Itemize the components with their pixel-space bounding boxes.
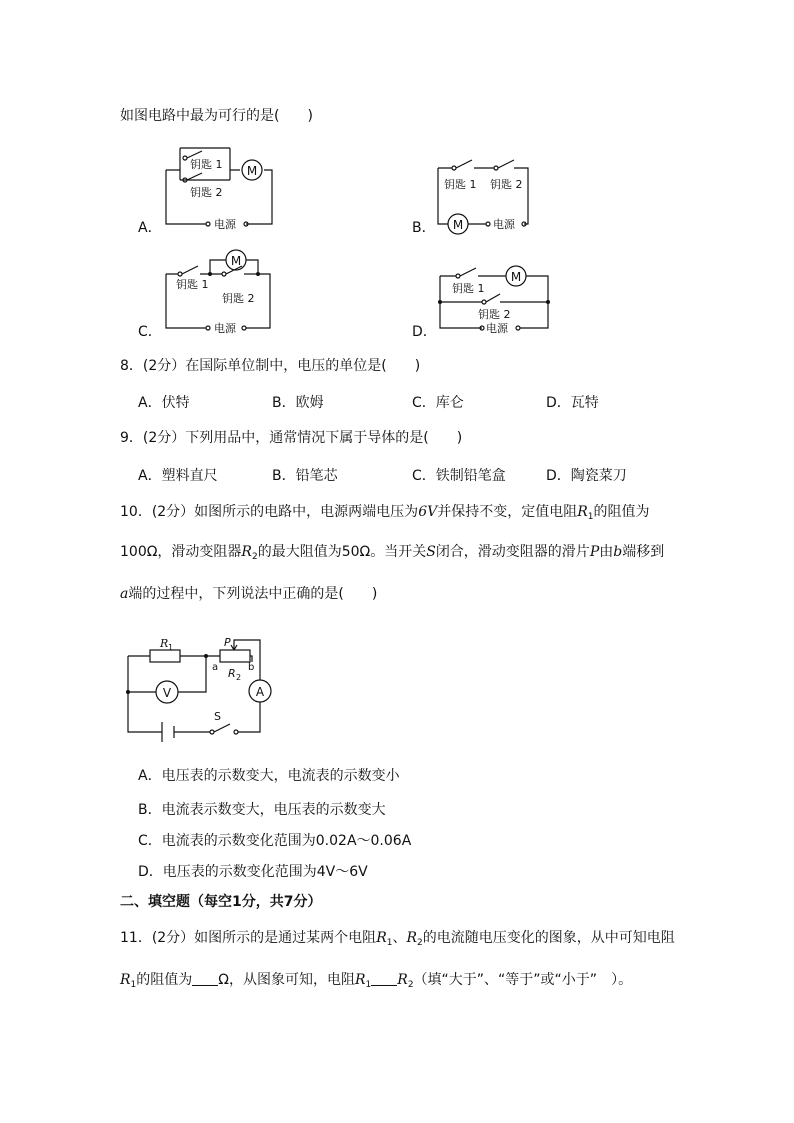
- q11-r2-symbol: R: [397, 972, 408, 988]
- q7-option-b: B．: [412, 220, 436, 236]
- motor-label-c: M: [230, 254, 242, 268]
- q11-r1-sub: 1: [386, 938, 393, 948]
- q11-stem-line1: [120, 928, 675, 953]
- power-label-b: 电源: [493, 218, 515, 231]
- q10-option-c: C．电流表的示数变化范围为0.02A～0.06A: [138, 833, 412, 849]
- q11-stem-line2: [120, 970, 632, 995]
- q10-text: 并保持不变，定值电阻: [437, 504, 578, 520]
- q10-a-symbol: a: [120, 586, 129, 602]
- key1-label: 钥匙 1: [190, 158, 223, 171]
- q11-r1-symbol: R: [354, 972, 366, 988]
- q7-option-a: A．: [138, 220, 162, 236]
- circuit-c-diagram: [162, 250, 282, 340]
- q11-r-sub: 1: [130, 980, 137, 990]
- q10-s-symbol: S: [426, 544, 436, 560]
- key2-label: 钥匙 2: [190, 186, 223, 199]
- q11-blank-2[interactable]: [371, 971, 397, 986]
- motor-label-b: M: [452, 218, 464, 232]
- q7-option-c: C．: [138, 324, 162, 340]
- q10-r2-sub: 2: [251, 552, 258, 562]
- q8-option-a: A．伏特: [138, 395, 190, 411]
- q10-circuit-diagram: [126, 636, 276, 746]
- q10-option-d: D．电压表的示数变化范围为4V～6V: [138, 864, 368, 880]
- q8-option-c: C．库仑: [412, 395, 464, 411]
- q10-stem-line1: [120, 502, 650, 527]
- q11-text: （填“大于”、“等于”或“小于” ）。: [413, 972, 633, 988]
- fig-p-label: P: [224, 636, 231, 649]
- q10-text: 10．(2分）如图所示的电路中，电源两端电压为: [120, 504, 419, 520]
- key1-label-c: 钥匙 1: [176, 278, 209, 291]
- key2-label-c: 钥匙 2: [222, 292, 255, 305]
- q7-stem: 如图电路中最为可行的是( ): [120, 108, 313, 124]
- q11-blank-1[interactable]: [192, 971, 218, 986]
- power-label: 电源: [214, 218, 236, 231]
- q10-p-symbol: P: [589, 544, 600, 560]
- q9-option-b: B．铅笔芯: [272, 468, 338, 484]
- q11-text: 11．(2分）如图所示的是通过某两个电阻: [120, 930, 377, 946]
- q10-text: 的最大阻值为50Ω。当开关: [257, 544, 427, 560]
- q7-option-d: D．: [412, 324, 437, 340]
- key1-label-d: 钥匙 1: [452, 282, 485, 295]
- q11-r2-sub: 2: [417, 938, 423, 948]
- q11-text: 、: [392, 930, 407, 946]
- q9-option-c: C．铁制铅笔盒: [412, 468, 506, 484]
- power-label-c: 电源: [214, 322, 236, 335]
- circuit-b-diagram: [438, 158, 548, 238]
- circuit-d-diagram: [438, 262, 553, 342]
- fig-r2-sub: 2: [236, 673, 242, 682]
- key2-label-b: 钥匙 2: [490, 178, 523, 191]
- fig-s-label: S: [214, 710, 221, 723]
- q8-option-d: D．瓦特: [546, 395, 599, 411]
- q10-text: 100Ω，滑动变阻器: [120, 544, 242, 560]
- q10-text: 端移到: [622, 544, 665, 560]
- q11-text: 的阻值为: [136, 972, 193, 988]
- fig-a-label: a: [212, 662, 219, 673]
- q10-option-a: A．电压表的示数变大，电流表的示数变小: [138, 768, 400, 784]
- q10-option-b: B．电流表示数变大，电压表的示数变大: [138, 802, 386, 818]
- q10-r1-symbol: R: [577, 504, 588, 520]
- fig-b-label: b: [248, 662, 255, 673]
- motor-label: M: [246, 164, 258, 178]
- q10-text: 端的过程中，下列说法中正确的是( ): [128, 586, 378, 602]
- q10-text: 的阻值为: [593, 504, 650, 520]
- q9-option-a: A．塑料直尺: [138, 468, 218, 484]
- fig-r1-label: R: [160, 637, 169, 650]
- q9-stem: 9．(2分）下列用品中，通常情况下属于导体的是( ): [120, 430, 463, 446]
- q9-option-d: D．陶瓷菜刀: [546, 468, 627, 484]
- q10-stem-line2: [120, 542, 664, 567]
- voltmeter-label: V: [162, 686, 172, 700]
- q8-option-b: B．欧姆: [272, 395, 324, 411]
- q11-r1-sub: 1: [365, 980, 372, 990]
- q11-text: Ω，从图象可知，电阻: [218, 972, 355, 988]
- q10-text: 闭合，滑动变阻器的滑片: [435, 544, 590, 560]
- section-heading: 二、填空题（每空1分，共7分）: [120, 894, 322, 910]
- q11-text: 的电流随电压变化的图象，从中可知电阻: [422, 930, 675, 946]
- q8-stem: 8．(2分）在国际单位制中，电压的单位是( ): [120, 358, 421, 374]
- circuit-a-diagram: [160, 148, 290, 238]
- q11-r1-symbol: R: [376, 930, 387, 946]
- q10-text: 由: [599, 544, 614, 560]
- q11-r-symbol: R: [120, 972, 131, 988]
- q11-r2-sub: 2: [407, 980, 414, 990]
- q10-r2-symbol: R: [241, 544, 252, 560]
- power-label-d: 电源: [486, 322, 508, 335]
- ammeter-label: A: [255, 685, 265, 699]
- motor-label-d: M: [510, 270, 522, 284]
- q11-r2-symbol: R: [406, 930, 418, 946]
- q10-stem-line3: [120, 584, 377, 604]
- key2-label-d: 钥匙 2: [478, 308, 511, 321]
- q10-b-symbol: b: [613, 544, 623, 560]
- fig-r1-sub: 1: [168, 643, 174, 652]
- key1-label-b: 钥匙 1: [444, 178, 477, 191]
- q10-r1-sub: 1: [587, 512, 594, 522]
- q10-voltage: 6V: [418, 504, 438, 520]
- fig-r2-label: R: [228, 667, 236, 680]
